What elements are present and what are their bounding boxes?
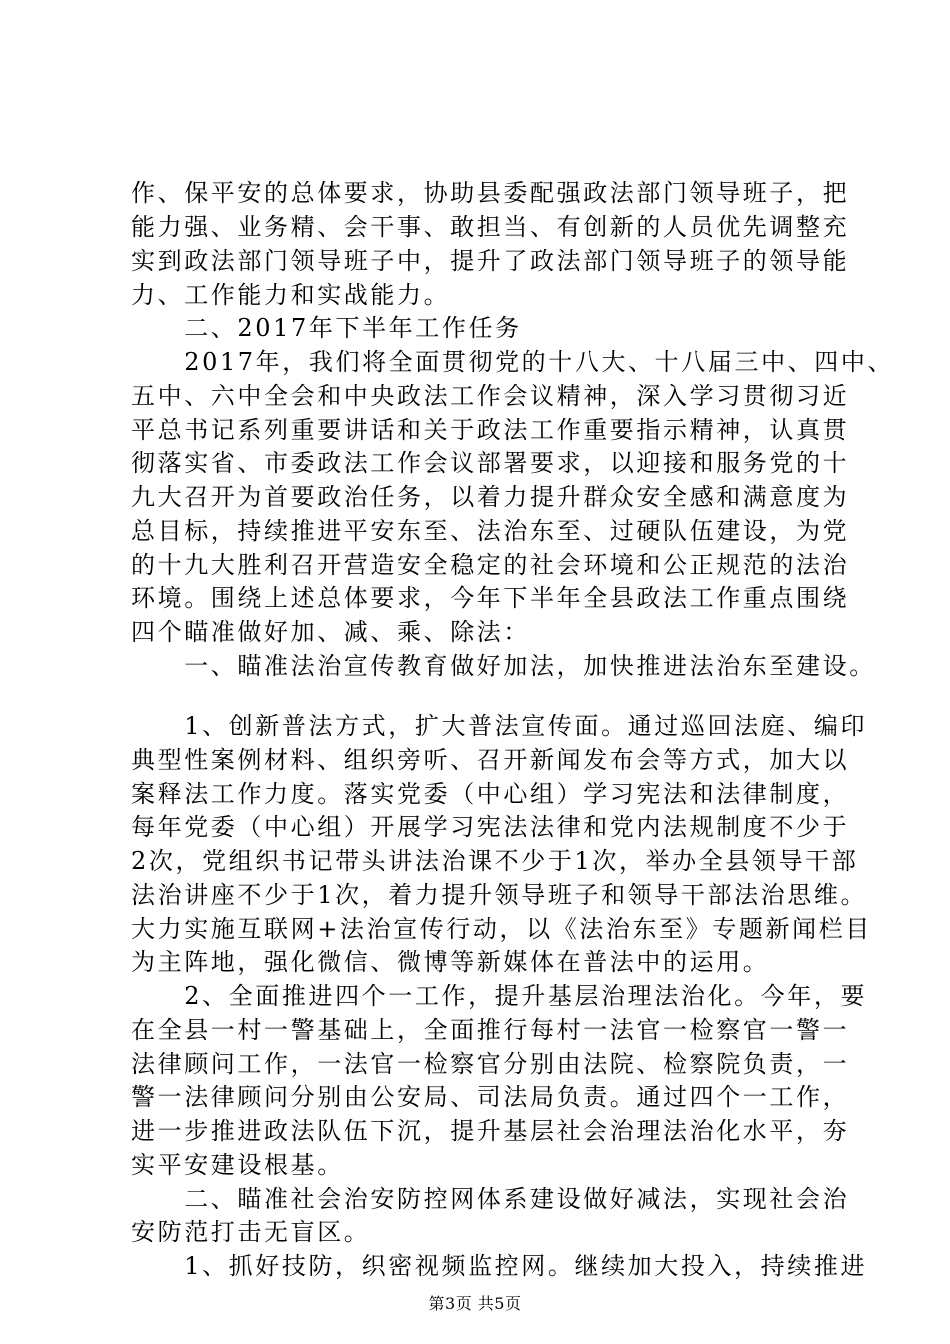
paragraph-line: 环境。围绕上述总体要求，今年下半年全县政法工作重点围绕: [131, 584, 850, 612]
paragraph-line: 1、创新普法方式，扩大普法宣传面。通过巡回法庭、编印: [131, 712, 868, 740]
paragraph-line: 五中、六中全会和中央政法工作会议精神，深入学习贯彻习近: [131, 382, 850, 410]
paragraph-line: 法律顾问工作，一法官一检察官分别由法院、检察院负责，一: [131, 1050, 850, 1078]
paragraph-line: 每年党委（中心组）开展学习宪法法律和党内法规制度不少于: [131, 813, 850, 841]
paragraph-line: 2、全面推进四个一工作，提升基层治理法治化。今年，要: [131, 982, 868, 1010]
paragraph-line: 作、保平安的总体要求，协助县委配强政法部门领导班子，把: [131, 179, 850, 207]
paragraph-line: 彻落实省、市委政法工作会议部署要求，以迎接和服务党的十: [131, 449, 850, 477]
paragraph-line: 平总书记系列重要讲话和关于政法工作重要指示精神，认真贯: [131, 416, 850, 444]
section-heading: 一、瞄准法治宣传教育做好加法，加快推进法治东至建设。: [131, 652, 876, 680]
paragraph-line: 大力实施互联网+法治宣传行动，以《法治东至》专题新闻栏目: [131, 915, 872, 943]
paragraph-line: 进一步推进政法队伍下沉，提升基层社会治理法治化水平，夯: [131, 1117, 850, 1145]
paragraph-line: 安防范打击无盲区。: [131, 1218, 371, 1246]
section-heading: 二、2017年下半年工作任务: [131, 314, 522, 342]
paragraph-line: 的十九大胜利召开营造安全稳定的社会环境和公正规范的法治: [131, 551, 850, 579]
paragraph-line: 能力强、业务精、会干事、敢担当、有创新的人员优先调整充: [131, 213, 850, 241]
paragraph-line: 力、工作能力和实战能力。: [131, 281, 451, 309]
paragraph-line: 2次，党组织书记带头讲法治课不少于1次，举办全县领导干部: [131, 847, 859, 875]
paragraph-line: 案释法工作力度。落实党委（中心组）学习宪法和法律制度，: [131, 780, 850, 808]
paragraph-line: 1、抓好技防，织密视频监控网。继续加大投入，持续推进: [131, 1252, 868, 1280]
section-heading: 二、瞄准社会治安防控网体系建设做好减法，实现社会治: [131, 1185, 850, 1213]
paragraph-line: 2017年，我们将全面贯彻党的十八大、十八届三中、四中、: [131, 348, 895, 376]
paragraph-line: 实平安建设根基。: [131, 1151, 344, 1179]
paragraph-line: 实到政法部门领导班子中，提升了政法部门领导班子的领导能: [131, 247, 850, 275]
paragraph-line: 四个瞄准做好加、减、乘、除法：: [131, 618, 530, 646]
paragraph-line: 为主阵地，强化微信、微博等新媒体在普法中的运用。: [131, 948, 770, 976]
paragraph-line: 总目标，持续推进平安东至、法治东至、过硬队伍建设，为党: [131, 517, 850, 545]
page-footer: 第3页 共5页: [428, 1294, 522, 1313]
paragraph-line: 在全县一村一警基础上，全面推行每村一法官一检察官一警一: [131, 1016, 850, 1044]
paragraph-line: 九大召开为首要政治任务，以着力提升群众安全感和满意度为: [131, 483, 850, 511]
paragraph-line: 警一法律顾问分别由公安局、司法局负责。通过四个一工作，: [131, 1083, 850, 1111]
paragraph-line: 法治讲座不少于1次，着力提升领导班子和领导干部法治思维。: [131, 881, 868, 909]
paragraph-line: 典型性案例材料、组织旁听、召开新闻发布会等方式，加大以: [131, 746, 850, 774]
